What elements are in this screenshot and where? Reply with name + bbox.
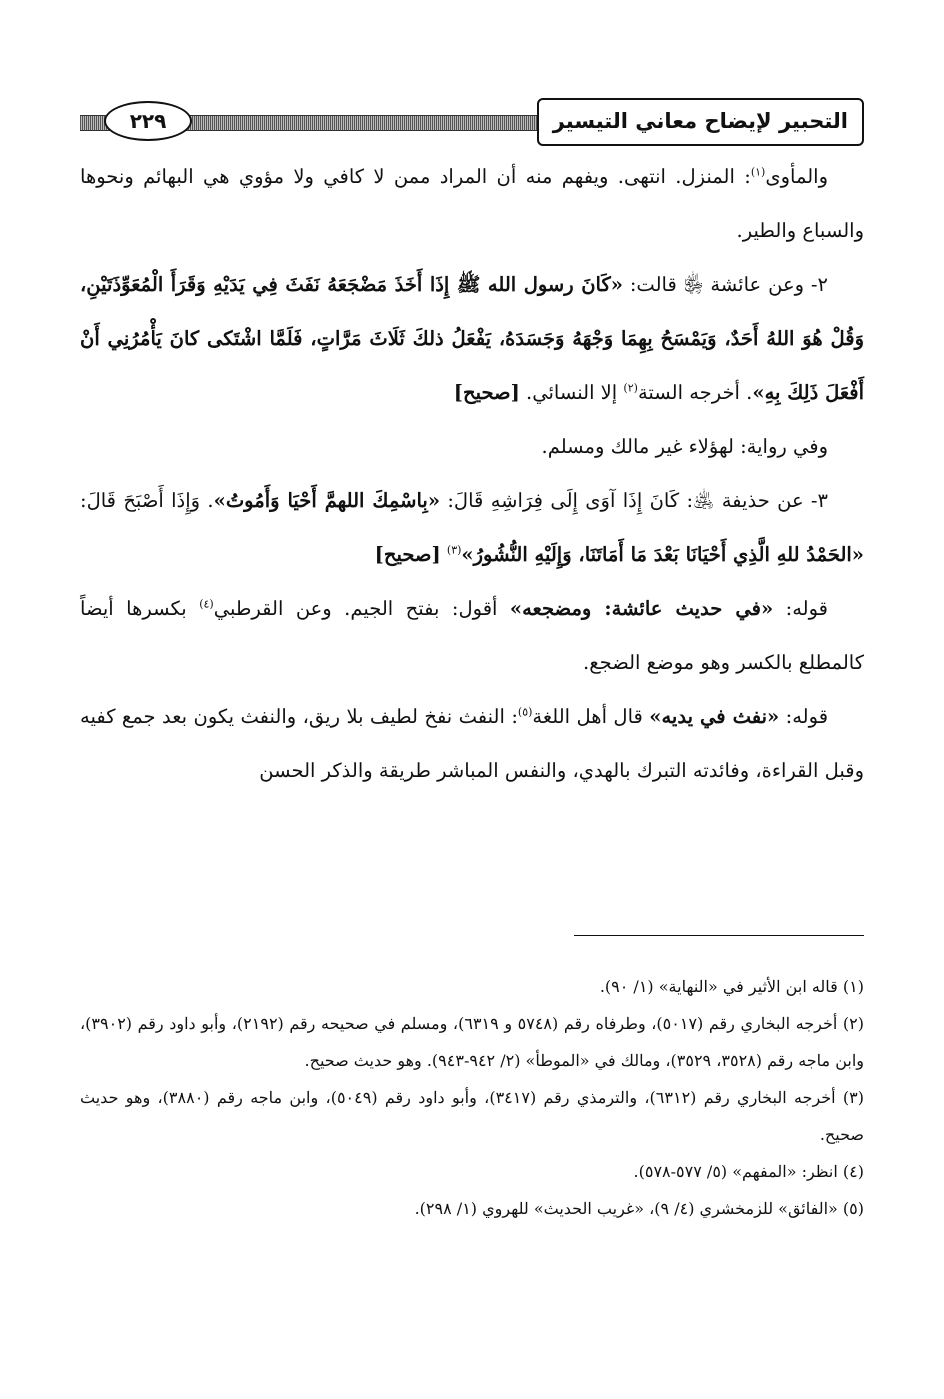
- footnote-ref-1: (١): [750, 165, 766, 179]
- footnote-3: (٣) أخرجه البخاري رقم (٦٣١٢)، والترمذي رقم (٣٤١٧)، وأبو داود رقم (٥٠٤٩)، وابن ماجه رقم (٣٨٨٠)، وهو حديث صحيح.: [80, 1088, 865, 1144]
- footnote-ref-5: (٥): [517, 705, 533, 719]
- footnote-ref-3: (٣): [446, 543, 462, 557]
- paragraph-1: والمأوى$^{(١)}$: المنزل. انتهى. ويفهم منه أن المراد ممن لا كافي ولا مؤوي هي البهائم ونحوها والسباع والطير.: [80, 165, 864, 242]
- hadith-2-quote: «كَانَ رسول الله ﷺ إِذَا أَخَذَ مَضْجَعَهُ نَفَثَ فِي يَدَيْهِ وَقَرَأَ الْمُعَوِّذَتَيْنِ، وَقُلْ هُوَ اللهُ أَحَدٌ، وَيَمْسَحُ بِهِمَا وَجْهَهُ وَجَسَدَهُ، يَفْعَلُ ذلكَ ثَلَاثَ مَرَّاتٍ، فَلَمَّا اشْتَكى كانَ يَأْمُرُنِي أَنْ أَفْعَلَ ذَلِكَ بِهِ»: [80, 273, 864, 404]
- paragraph-3: وفي رواية: لهؤلاء غير مالك ومسلم.: [541, 435, 828, 458]
- footnote-ref-4: (٤): [199, 597, 214, 611]
- hadith-3-quote-2: «الحَمْدُ للهِ الَّذِي أَحْيَانَا بَعْدَ مَا أَمَاتَنَا، وَإِلَيْهِ النُّشُورُ»: [461, 543, 864, 566]
- footnotes: [80, 968, 864, 1227]
- grade-label: [صحيح]: [453, 381, 520, 404]
- hadith-3-quote-1: «بِاسْمِكَ اللهمَّ أَحْيَا وَأَمُوتُ»: [213, 489, 441, 512]
- footnote-2: (٢) أخرجه البخاري رقم (٥٠١٧)، وطرفاه رقم (٥٧٤٨ و ٦٣١٩)، ومسلم في صحيحه رقم (٢١٩٢)، وأبو داود رقم (٣٩٠٢)، وابن ماجه رقم (٣٥٢٨، ٣٥٢٩)، ومالك في «الموطأ» (٢/ ٩٤٢-٩٤٣). وهو حديث صحيح.: [80, 1014, 865, 1070]
- commentary-1: قوله: «في حديث عائشة: ومضجعه» أقول: بفتح الجيم. وعن القرطبي$^{(٤)}$ بكسرها أيضاً كالمطلع بالكسر وهو موضع الضجع.: [80, 597, 864, 674]
- footnote-separator: [574, 935, 864, 936]
- footnote-ref-2: (٢): [623, 381, 638, 395]
- grade-label: [صحيح]: [374, 543, 441, 566]
- commentary-2: قوله: «نفث في يديه» قال أهل اللغة$^{(٥)}$: النفث نفخ لطيف بلا ريق، والنفث يكون بعد جمع كفيه وقبل القراءة، وفائدته التبرك بالهدي، والنفس المباشر طريقة والذكر الحسن: [80, 705, 864, 782]
- footnote-5: (٥) «الفائق» للزمخشري (٤/ ٩)، «غريب الحديث» للهروي (١/ ٢٩٨).: [414, 1199, 864, 1218]
- footnote-1: (١) قاله ابن الأثير في «النهاية» (١/ ٩٠).: [599, 977, 864, 996]
- hadith-3: ٣- عن حذيفة ﵁: كَانَ إِذَا آوَى إِلَى فِرَاشِهِ قَالَ: «بِاسْمِكَ اللهمَّ أَحْيَا وَأَمُوتُ». وَإِذَا أَصْبَحَ قَالَ: «الحَمْدُ للهِ الَّذِي أَحْيَانَا بَعْدَ مَا أَمَاتَنَا، وَإِلَيْهِ النُّشُورُ»$^{(٣)}$ [صحيح]: [80, 489, 864, 566]
- book-title: التحبير لإيضاح معاني التيسير: [537, 98, 864, 146]
- running-header: [80, 98, 864, 144]
- main-text: [80, 150, 864, 798]
- page-number: ٢٢٩: [104, 101, 192, 141]
- footnote-4: (٤) انظر: «المفهم» (٥/ ٥٧٧-٥٧٨).: [633, 1162, 864, 1181]
- hadith-2: ٢- وعن عائشة ﵂ قالت: «كَانَ رسول الله ﷺ إِذَا أَخَذَ مَضْجَعَهُ نَفَثَ فِي يَدَيْهِ وَقَرَأَ الْمُعَوِّذَتَيْنِ، وَقُلْ هُوَ اللهُ أَحَدٌ، وَيَمْسَحُ بِهِمَا وَجْهَهُ وَجَسَدَهُ، يَفْعَلُ ذلكَ ثَلَاثَ مَرَّاتٍ، فَلَمَّا اشْتَكى كانَ يَأْمُرُنِي أَنْ أَفْعَلَ ذَلِكَ بِهِ». أخرجه الستة$^{(٢)}$ إلا النسائي. [صحيح]: [80, 273, 864, 404]
